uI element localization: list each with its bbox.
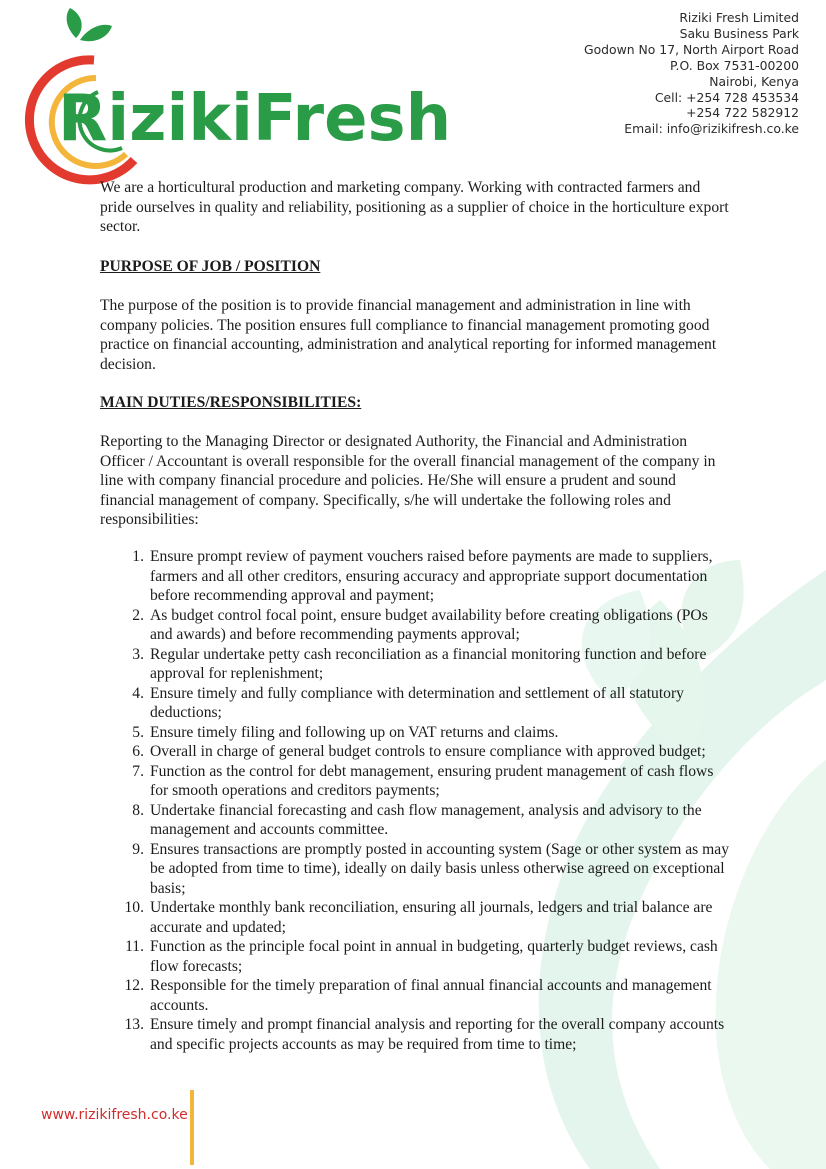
footer-website-url: www.rizikifresh.co.ke	[41, 1107, 188, 1123]
address-line: P.O. Box 7531-00200	[670, 57, 799, 73]
duty-item	[100, 547, 730, 606]
duty-text: Responsible for the timely preparation of final annual financial accounts and management accounts.	[150, 977, 712, 1014]
footer-divider	[190, 1090, 194, 1165]
duty-number: 7.	[132, 762, 144, 780]
duty-item	[100, 645, 730, 684]
company-address-block	[479, 10, 799, 137]
duty-number: 8.	[132, 801, 144, 819]
duty-text: Function as the control for debt management, ensuring prudent management of cash flows for smooth operations and creditors payments;	[150, 762, 714, 799]
duty-text: Overall in charge of general budget controls to ensure compliance with approved budget;	[150, 743, 706, 760]
purpose-paragraph: The purpose of the position is to provide financial management and administration in line with company policies. The position ensures full compliance to financial management promoting good practice on financial accounting, administration and analytical reporting for informed management decision.	[100, 297, 717, 373]
duty-number: 3.	[132, 645, 144, 663]
duty-number: 5.	[132, 723, 144, 741]
duty-number: 12.	[124, 977, 144, 994]
duty-text: Ensure timely filing and following up on VAT returns and claims.	[150, 723, 559, 741]
duty-item	[100, 723, 730, 743]
address-line: Cell: +254 728 453534	[654, 89, 799, 105]
address-line: +254 722 582912	[686, 105, 799, 121]
duty-text: Regular undertake petty cash reconciliation as a financial monitoring function and before approval for replenishment;	[150, 645, 707, 682]
duty-text: Ensures transactions are promptly posted in accounting system (Sage or other system as may be adopted from time to time), ideally on daily basis unless otherwise agreed on exceptional basis;	[150, 840, 730, 897]
duty-number: 1.	[132, 548, 144, 565]
address-line: Riziki Fresh Limited	[679, 10, 799, 25]
duty-number: 6.	[132, 743, 144, 760]
rizikifresh-logo	[14, 8, 452, 173]
reporting-paragraph: Reporting to the Managing Director or designated Authority, the Financial and Administration Officer / Accountant is overall responsible for the overall financial management of the company in line with company financial procedure and policies. He/She will ensure a prudent and sound financial management of company. Specifically, s/he will undertake the following roles and responsibilities:	[100, 433, 716, 528]
duty-text: Ensure prompt review of payment vouchers raised before payments are made to suppliers, farmers and all other creditors, ensuring accuracy and appropriate support documentation before recommending approval and payment;	[150, 548, 713, 604]
duty-item	[100, 840, 730, 899]
duty-number: 10.	[124, 899, 144, 916]
duty-number: 11.	[125, 938, 144, 955]
address-line: Saku Business Park	[679, 25, 799, 41]
logo-wordmark: RizikiFresh	[58, 82, 452, 156]
duty-text: As budget control focal point, ensure budget availability before creating obligations (POs and awards) and before recommending payments approval;	[150, 606, 708, 643]
duty-item	[100, 1015, 730, 1054]
intro-paragraph: We are a horticultural production and marketing company. Working with contracted farmers and pride ourselves in quality and reliability, positioning as a supplier of choice in the horticulture export sector.	[100, 179, 729, 235]
duty-text: Ensure timely and fully compliance with determination and settlement of all statutory deductions;	[150, 684, 684, 721]
duty-text: Undertake financial forecasting and cash flow management, analysis and advisory to the management and accounts committee.	[150, 801, 702, 838]
duty-item	[100, 684, 730, 723]
address-line: Godown No 17, North Airport Road	[583, 41, 799, 57]
duty-text: Undertake monthly bank reconciliation, ensuring all journals, ledgers and trial balance are accurate and updated;	[150, 899, 713, 936]
duty-item	[100, 742, 730, 762]
duty-item	[100, 801, 730, 840]
duty-item	[100, 976, 730, 1015]
duty-number: 4.	[132, 684, 144, 702]
purpose-heading: PURPOSE OF JOB / POSITION	[100, 258, 321, 275]
duty-number: 2.	[132, 606, 144, 624]
duties-list	[100, 547, 730, 1054]
duty-text: Ensure timely and prompt financial analysis and reporting for the overall company accounts and specific projects accounts as may be required from time to time;	[150, 1016, 725, 1053]
duty-item	[100, 898, 730, 937]
document-body	[100, 178, 730, 1054]
address-line: Email: info@rizikifresh.co.ke	[624, 121, 799, 137]
duties-heading: MAIN DUTIES/RESPONSIBILITIES:	[100, 394, 362, 411]
address-line: Nairobi, Kenya	[709, 73, 799, 89]
duty-number: 9.	[132, 840, 144, 858]
duty-item	[100, 762, 730, 801]
duty-text: Function as the principle focal point in annual in budgeting, quarterly budget reviews, cash flow forecasts;	[150, 938, 718, 975]
duty-item	[100, 606, 730, 645]
duty-number: 13.	[124, 1016, 144, 1033]
duty-item	[100, 937, 730, 976]
